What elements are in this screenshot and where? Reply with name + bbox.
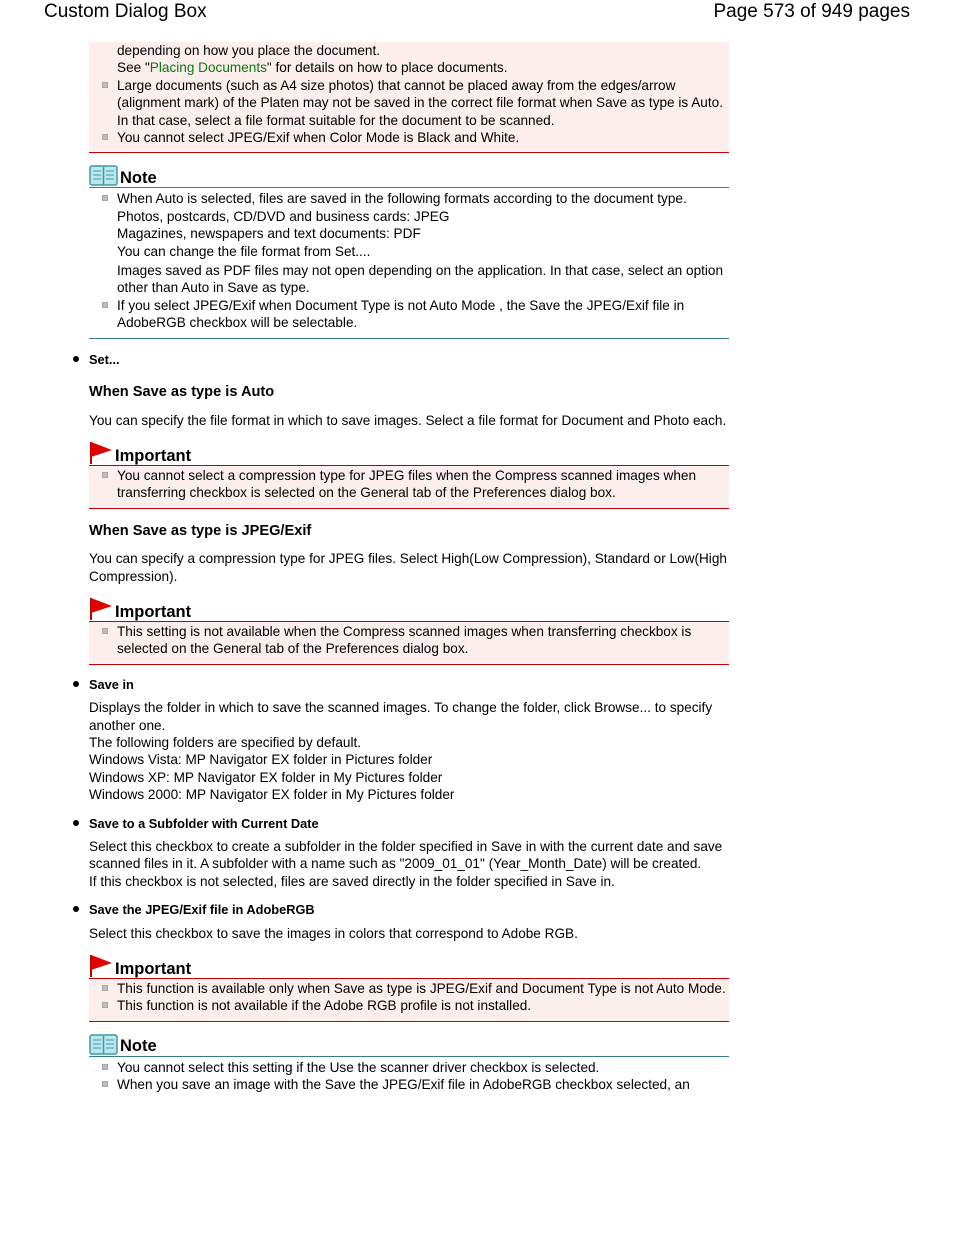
square-bullet-icon [102, 134, 108, 140]
save-in-text: Displays the folder in which to save the scanned images. To change the folder, click Browse... to specify another one. [89, 700, 713, 733]
jpeg-text: You can specify a compression type for JPEG files. Select High(Low Compression), Standard or Low(High Compression). [89, 551, 727, 584]
save-in-line: Windows Vista: MP Navigator EX folder in Pictures folder [89, 752, 433, 768]
book-icon [89, 1034, 118, 1056]
note-heading [89, 161, 729, 187]
note-box [89, 1056, 729, 1100]
document-title: Custom Dialog Box [44, 1, 207, 22]
list-item: This function is available only when Save as type is JPEG/Exif and Document Type is not Auto Mode. [89, 980, 729, 997]
important-heading [89, 595, 729, 621]
save-in-line: Windows 2000: MP Navigator EX folder in My Pictures folder [89, 787, 455, 803]
note-paragraph: Images saved as PDF files may not open depending on the application. In that case, select an option other than Auto in Save as type. [117, 263, 724, 296]
square-bullet-icon [102, 195, 108, 201]
bullet-dot-icon [73, 681, 79, 687]
square-bullet-icon [102, 1081, 108, 1087]
note-heading [89, 1030, 729, 1056]
important-box [89, 621, 729, 665]
page-content [89, 42, 729, 1100]
placing-documents-link[interactable]: Placing Documents [149, 60, 267, 76]
square-bullet-icon [102, 628, 108, 634]
auto-text: You can specify the file format in which to save images. Select a file format for Document and Photo each. [89, 412, 727, 428]
square-bullet-icon [102, 302, 108, 308]
bullet-dot-icon [73, 356, 79, 362]
list-item: This function is not available if the Adobe RGB profile is not installed. [89, 997, 729, 1014]
note-line: Photos, postcards, CD/DVD and business cards: JPEG [117, 208, 450, 224]
save-in-line: The following folders are specified by default. [89, 734, 362, 750]
important-label: Important [115, 959, 192, 978]
important-box [89, 978, 729, 1022]
adobergb-section-label: Save the JPEG/Exif file in AdobeRGB [89, 901, 729, 918]
red-flag-icon [89, 954, 113, 978]
save-in-line: Windows XP: MP Navigator EX folder in My Pictures folder [89, 769, 443, 785]
book-icon [89, 165, 118, 187]
square-bullet-icon [102, 1064, 108, 1070]
list-item: You cannot select this setting if the Use the scanner driver checkbox is selected. [89, 1059, 729, 1076]
square-bullet-icon [102, 985, 108, 991]
see-also: See "Placing Documents" for details on how to place documents. [117, 60, 508, 76]
bullet-dot-icon [73, 906, 79, 912]
page-header [0, 0, 954, 26]
list-item: If you select JPEG/Exif when Document Type is not Auto Mode , the Save the JPEG/Exif file in AdobeRGB checkbox will be selectable. [89, 297, 729, 332]
continued-text: depending on how you place the document. [117, 43, 381, 58]
list-item: You cannot select a compression type for JPEG files when the Compress scanned images when transferring checkbox is selected on the General tab of the Preferences dialog box. [89, 467, 729, 502]
list-item: Large documents (such as A4 size photos) that cannot be placed away from the edges/arrow (alignment mark) of the Platen may not be saved in the correct file format when Save as type is Auto. In that case, select a file format suitable for the document to be scanned. [89, 77, 729, 129]
adobergb-text: Select this checkbox to save the images in colors that correspond to Adobe RGB. [89, 925, 578, 941]
list-item: When Auto is selected, files are saved in the following formats according to the document type. [89, 190, 729, 207]
important-label: Important [115, 446, 192, 465]
jpeg-heading: When Save as type is JPEG/Exif [89, 522, 312, 539]
subfolder-text: Select this checkbox to create a subfolder in the folder specified in Save in with the current date and save scanned files in it. A subfolder with a name such as "2009_01_01" (Year_Month_Date) will be created. [89, 839, 723, 872]
important-heading [89, 952, 729, 978]
bullet-dot-icon [73, 820, 79, 826]
subfolder-text-2: If this checkbox is not selected, files are saved directly in the folder specified in Save in. [89, 873, 615, 889]
page-counter: Page 573 of 949 pages [713, 1, 910, 22]
save-in-section-label: Save in [89, 676, 729, 693]
note-label: Note [120, 169, 157, 188]
important-label: Important [115, 602, 192, 621]
note-box [89, 187, 729, 338]
auto-heading: When Save as type is Auto [89, 384, 275, 401]
important-heading [89, 439, 729, 465]
note-label: Note [120, 1037, 157, 1056]
square-bullet-icon [102, 472, 108, 478]
red-flag-icon [89, 597, 113, 621]
list-item: You cannot select JPEG/Exif when Color Mode is Black and White. [89, 129, 729, 146]
square-bullet-icon [102, 82, 108, 88]
note-line: Magazines, newspapers and text documents: PDF [117, 226, 421, 242]
list-item: When you save an image with the Save the JPEG/Exif file in AdobeRGB checkbox selected, an [89, 1076, 729, 1093]
list-item: This setting is not available when the Compress scanned images when transferring checkbox is selected on the General tab of the Preferences dialog box. [89, 623, 729, 658]
important-box [89, 465, 729, 509]
note-line: You can change the file format from Set.... [117, 243, 371, 259]
red-flag-icon [89, 441, 113, 465]
set-section-label: Set... [89, 351, 729, 368]
square-bullet-icon [102, 1002, 108, 1008]
subfolder-section-label: Save to a Subfolder with Current Date [89, 815, 729, 832]
important-box-continued [89, 42, 729, 153]
